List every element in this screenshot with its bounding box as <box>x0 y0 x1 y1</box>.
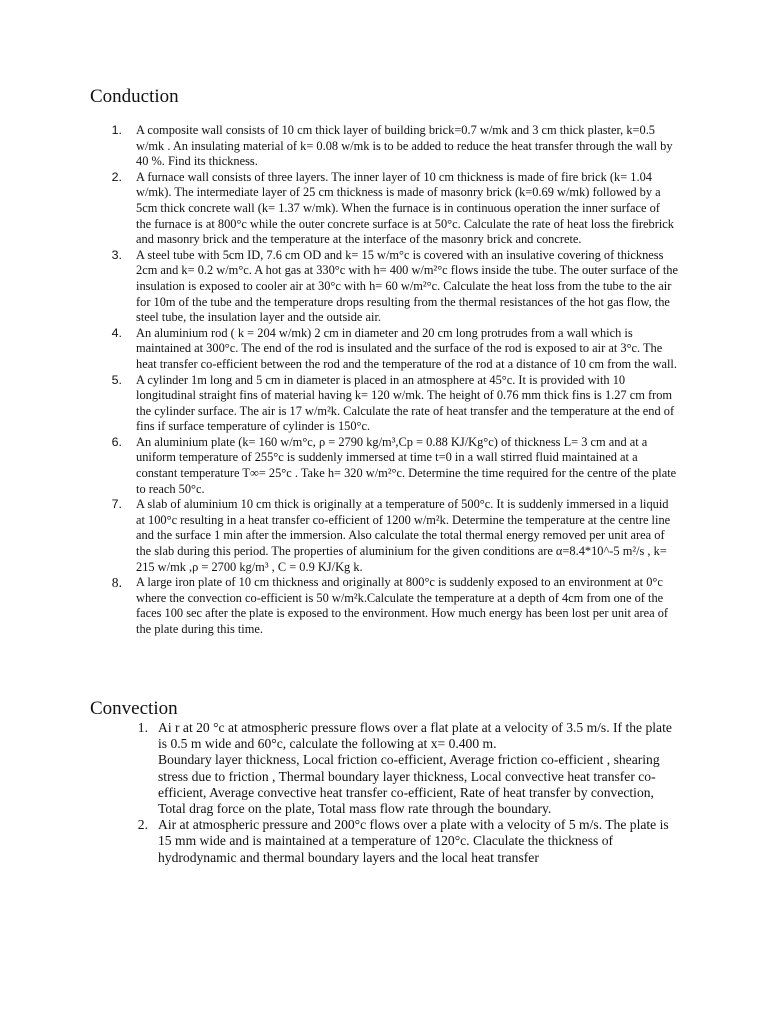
problem-number: 8. <box>111 575 122 591</box>
problem-text: Air at atmospheric pressure and 200°c flows over a plate with a velocity of 5 m/s. The plate is 15 mm wide and is maintained at a temperature of 120°c. Claculate the thickness of hydrodynamic and thermal boundary layers and the local heat transfer <box>158 817 669 865</box>
problem-text: A composite wall consists of 10 cm thick layer of building brick=0.7 w/mk and 3 cm thick plaster, k=0.5 w/mk . An insulating material of k= 0.08 w/mk is to be added to reduce the heat transfer through the wall by 40 %. Find its thickness. <box>136 123 673 169</box>
conduction-problem-3 <box>0 248 768 326</box>
section-heading-conduction: Conduction <box>90 86 179 107</box>
problem-number: 6. <box>111 434 122 449</box>
problem-number: 1. <box>111 123 122 137</box>
problem-number: 3. <box>111 247 122 262</box>
problem-text: A furnace wall consists of three layers. The inner layer of 10 cm thickness is made of fire brick (k= 1.04 w/mk). The intermediate layer of 25 cm thickness is made of masonry brick (k=0.69 w/mk) followed by a 5cm thick concrete wall (k= 1.37 w/mk). When the furnace is in continuous operation the inner surface of the furnace is at 800°c while the outer concrete surface is at 50°c. Calculate the rate of heat loss the firebrick and masonry brick and the temperature at the interface of the masonry brick and concrete. <box>136 169 675 247</box>
problem-text: An aluminium plate (k= 160 w/m°c, ρ = 2790 kg/m³,Cp = 0.88 KJ/Kg°c) of thickness L= 3 cm and at a uniform temperature of 255°c is suddenly immersed at time t=0 in a wall stirred fluid maintained at a constant temperature T∞= 25°c . Take h= 320 w/m²°c. Determine the time required for the centre of the plate to reach 50°c. <box>136 434 677 496</box>
problem-number: 4. <box>111 325 122 340</box>
section-heading-convection: Convection <box>90 698 178 719</box>
problem-text: A large iron plate of 10 cm thickness and originally at 800°c is suddenly exposed to an environment at 0°c where the convection co-efficient is 50 w/m²k.Calculate the temperature at a depth of 4cm from one of the faces 100 sec after the plate is exposed to the environment. How much energy has been lost per unit area of the plate during this time. <box>136 575 669 636</box>
problem-text: Ai r at 20 °c at atmospheric pressure flows over a flat plate at a velocity of 3.5 m/s. If the plate is 0.5 m wide and 60°c, calculate the following at x= 0.400 m. <box>158 720 672 752</box>
problem-text: A steel tube with 5cm ID, 7.6 cm OD and k= 15 w/m°c is covered with an insulative covering of thickness 2cm and k= 0.2 w/m°c. A hot gas at 330°c with h= 400 w/m²°c flows inside the tube. The outer surface of the insulation is exposed to cooler air at 30°c with h= 60 w/m²°c. Calculate the heat loss from the tube to the air for 10m of the tube and the temperature drops resulting from the thermal resistances of the hot gas flow, the steel tube, the insulation layer and the outside air. <box>136 247 678 325</box>
conduction-problem-5 <box>0 373 768 435</box>
conduction-problem-6 <box>0 435 768 497</box>
conduction-problem-2 <box>0 170 768 248</box>
problem-number: 1. <box>137 720 148 735</box>
convection-problem-2 <box>0 817 768 866</box>
problem-continuation: Boundary layer thickness, Local friction co-efficient, Average friction co-efficient , shearing stress due to friction , Thermal boundary layer thickness, Local convective heat transfer co-efficient, Average convective heat transfer co-efficient, Rate of heat transfer by convection, Total drag force on the plate, Total mass flow rate through the boundary. <box>158 752 660 817</box>
problem-text: A slab of aluminium 10 cm thick is originally at a temperature of 500°c. It is suddenly immersed in a liquid at 100°c resulting in a heat transfer co-efficient of 1200 w/m²k. Determine the temperature at the centre line and the surface 1 min after the immersion. Also calculate the total thermal energy removed per unit area of the slab during this period. The properties of aluminium for the given conditions are α=8.4*10^-5 m²/s , k= 215 w/mk ,ρ = 2700 kg/m³ , C = 0.9 KJ/Kg k. <box>136 497 671 574</box>
problem-text: A cylinder 1m long and 5 cm in diameter is placed in an atmosphere at 45°c. It is provided with 10 longitudinal straight fins of material having k= 120 w/mk. The height of 0.76 mm thick fins is 1.27 cm from the cylinder surface. The air is 17 w/m²k. Calculate the rate of heat transfer and the temperature at the end of fins if surface temperature of cylinder is 150°c. <box>136 372 675 434</box>
conduction-problem-list <box>0 123 768 638</box>
conduction-problem-1 <box>0 123 768 170</box>
convection-problem-list <box>0 720 768 866</box>
problem-number: 7. <box>111 497 122 512</box>
convection-problem-1 <box>0 720 768 817</box>
conduction-problem-7 <box>0 497 768 575</box>
conduction-problem-4 <box>0 326 768 373</box>
problem-number: 2. <box>137 817 148 833</box>
problem-text: An aluminium rod ( k = 204 w/mk) 2 cm in diameter and 20 cm long protrudes from a wall which is maintained at 300°c. The end of the rod is insulated and the surface of the rod is exposed to air at 3°c. The heat transfer co-efficient between the rod and the temperature of the rod at a distance of 10 cm from the wall. <box>136 325 677 371</box>
problem-number: 2. <box>111 169 122 184</box>
problem-number: 5. <box>111 372 122 387</box>
conduction-problem-8 <box>0 575 768 637</box>
